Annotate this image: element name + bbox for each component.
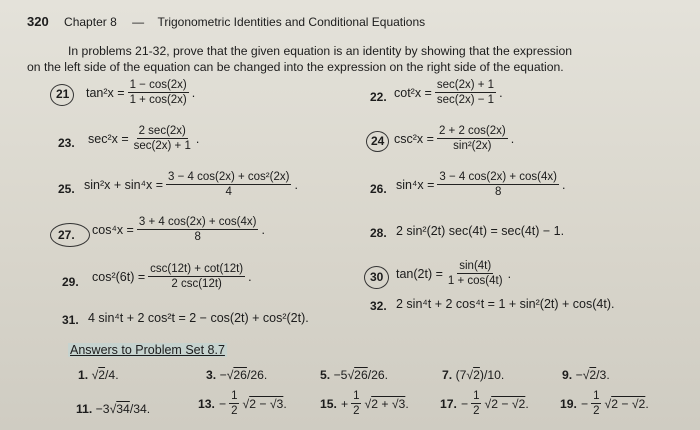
chapter-label: Chapter 8 — [64, 15, 117, 29]
period: . — [499, 85, 503, 100]
period: . — [248, 269, 252, 284]
fraction — [591, 390, 601, 417]
problem-22-lhs: cot²x = — [394, 85, 432, 100]
radicand: 2 + √3 — [371, 396, 406, 411]
answer-5: 5. −5√26/26. — [320, 368, 389, 382]
problem-31-number: 31. — [62, 313, 79, 327]
denominator: sec(2x) + 1 — [133, 140, 191, 152]
answer-11: 11. −3√34/34. — [76, 402, 151, 416]
answer-prefix: −5 — [333, 368, 348, 382]
period: . — [195, 131, 200, 146]
problem-28-number: 28. — [370, 226, 387, 240]
answer-number: 7. — [442, 368, 453, 382]
numerator: csc(12t) + cot(12t) — [150, 263, 244, 275]
problem-21 — [86, 79, 195, 106]
radicand: 2 — [589, 368, 597, 382]
denominator: sec(2x) − 1 — [436, 94, 495, 106]
radicand: 2 − √3 — [249, 396, 284, 411]
fraction — [471, 390, 481, 417]
answer-suffix: /26. — [246, 368, 268, 382]
problem-27 — [92, 216, 265, 243]
answer-suffix: /26. — [367, 368, 389, 382]
answer-prefix: − — [219, 368, 227, 382]
problem-27-number: 27. — [58, 228, 75, 242]
period: . — [507, 266, 512, 281]
fraction — [435, 79, 496, 106]
fraction — [166, 171, 291, 198]
numerator: 1 — [231, 390, 238, 402]
numerator: 3 − 4 cos(2x) + cos(4x) — [439, 171, 557, 183]
answer-suffix: )/10. — [479, 368, 505, 382]
problem-25-number: 25. — [58, 182, 75, 196]
problem-24 — [394, 125, 514, 152]
radicand: 2 − √2 — [491, 396, 526, 411]
answer-number: 19. — [560, 396, 577, 411]
denominator: 2 — [231, 405, 238, 417]
answer-7: 7. (7√2)/10. — [442, 368, 505, 382]
problem-29-lhs: cos²(6t) = — [92, 269, 146, 284]
period: . — [294, 177, 298, 192]
problem-23 — [88, 125, 199, 152]
problem-23-number: 23. — [58, 136, 75, 150]
problem-28: 2 sin²(2t) sec(4t) = sec(4t) − 1. — [396, 224, 565, 238]
denominator: 2 — [593, 405, 600, 417]
answer-15: 15. + $\frac{1}{2}$ √ 2 + √3 . — [320, 390, 409, 417]
answer-number: 13. — [198, 396, 215, 411]
radicand: 2 − √2 — [611, 396, 646, 411]
numerator: sin(4t) — [459, 260, 492, 272]
period: . — [261, 222, 265, 237]
denominator: 2 csc(12t) — [171, 278, 222, 290]
period: . — [191, 85, 196, 100]
radicand: 26 — [354, 368, 368, 382]
denominator: sin²(2x) — [453, 140, 492, 152]
problem-23-lhs: sec²x = — [88, 131, 129, 146]
intro-line-2: on the left side of the equation can be changed into the expression on the right side of the equation. — [27, 60, 564, 74]
denominator: 8 — [494, 186, 502, 198]
problem-29-number: 29. — [62, 275, 79, 289]
denominator: 8 — [194, 231, 201, 243]
numerator: 1 — [593, 390, 600, 402]
numerator: 1 − cos(2x) — [129, 79, 187, 91]
numerator: 1 — [353, 390, 360, 402]
problem-32: 2 sin⁴t + 2 cos⁴t = 1 + sin²(2t) + cos(4t). — [396, 297, 615, 311]
problem-32-number: 32. — [370, 299, 387, 313]
period: . — [510, 131, 515, 146]
answer-number: 3. — [206, 368, 217, 382]
intro-line-1: In problems 21-32, prove that the given equation is an identity by showing that the expression — [68, 44, 573, 58]
answer-number: 11. — [76, 402, 93, 416]
answer-number: 17. — [440, 396, 457, 411]
fraction — [437, 171, 559, 198]
problem-26-number: 26. — [370, 182, 387, 196]
radicand: 2 — [98, 368, 106, 382]
radicand: 2 — [473, 368, 480, 382]
fraction — [229, 390, 239, 417]
fraction — [351, 390, 361, 417]
answer-sign: − — [218, 396, 227, 411]
numerator: 2 + 2 cos(2x) — [438, 125, 506, 137]
answer-sign: − — [580, 396, 589, 411]
answer-suffix: /4. — [105, 368, 119, 382]
problem-22-number: 22. — [370, 90, 387, 104]
answer-prefix: − — [575, 368, 583, 382]
problem-24-lhs: csc²x = — [394, 131, 434, 146]
numerator: sec(2x) + 1 — [436, 79, 495, 91]
problem-22 — [394, 79, 503, 106]
problem-30-number: 30 — [370, 270, 384, 284]
denominator: 2 — [473, 405, 480, 417]
chapter-title: Trigonometric Identities and Conditional Equations — [157, 15, 426, 29]
page-number: 320 — [27, 14, 49, 29]
answer-number: 5. — [320, 368, 331, 382]
fraction — [132, 125, 193, 152]
answer-prefix: (7 — [455, 368, 467, 382]
problem-30-lhs: tan(2t) = — [396, 266, 443, 281]
fraction — [137, 216, 259, 243]
answer-suffix: . — [525, 396, 529, 411]
answers-heading: Answers to Problem Set 8.7 — [70, 343, 225, 357]
answer-19: 19. − $\frac{1}{2}$ √ 2 − √2 . — [560, 390, 649, 417]
answer-number: 15. — [320, 396, 337, 411]
answer-sign: + — [340, 396, 349, 411]
problem-27-lhs: cos⁴x = — [92, 222, 134, 237]
problem-25 — [84, 171, 298, 198]
fraction — [446, 260, 505, 287]
answer-1: 1. √2/4. — [78, 368, 119, 382]
answer-number: 1. — [78, 368, 89, 382]
answer-number: 9. — [562, 368, 573, 382]
answer-suffix: . — [405, 396, 409, 411]
radicand: 34 — [116, 402, 130, 416]
answer-suffix: /3. — [596, 368, 610, 382]
problem-21-number: 21 — [56, 87, 70, 101]
answer-prefix: −3 — [95, 402, 110, 416]
answer-sign: − — [460, 396, 469, 411]
denominator: 2 — [353, 405, 360, 417]
answer-13: 13. − $\frac{1}{2}$ √ 2 − √3 . — [198, 390, 287, 417]
answer-suffix: /34. — [129, 402, 151, 416]
fraction — [128, 79, 189, 106]
problem-31: 4 sin⁴t + 2 cos²t = 2 − cos(2t) + cos²(2t). — [88, 311, 309, 325]
numerator: 1 — [473, 390, 480, 402]
problem-26 — [396, 171, 565, 198]
period: . — [561, 177, 566, 192]
problem-29 — [92, 263, 252, 290]
denominator: 4 — [225, 186, 232, 198]
problem-25-lhs: sin²x + sin⁴x = — [84, 177, 164, 192]
page-header — [27, 14, 425, 29]
header-dash: — — [132, 15, 145, 29]
radicand: 26 — [233, 368, 247, 382]
answer-suffix: . — [283, 396, 287, 411]
numerator: 2 sec(2x) — [138, 125, 186, 137]
problem-24-number: 24 — [371, 134, 385, 148]
numerator: 3 + 4 cos(2x) + cos(4x) — [138, 216, 257, 228]
numerator: 3 − 4 cos(2x) + cos²(2x) — [168, 171, 290, 183]
problem-21-lhs: tan²x = — [86, 85, 125, 100]
answer-suffix: . — [645, 396, 649, 411]
answer-9: 9. −√2/3. — [562, 368, 610, 382]
denominator: 1 + cos(2x) — [129, 94, 187, 106]
problem-30 — [396, 260, 511, 287]
answer-3: 3. −√26/26. — [206, 368, 268, 382]
fraction — [437, 125, 508, 152]
answer-17: 17. − $\frac{1}{2}$ √ 2 − √2 . — [440, 390, 529, 417]
fraction — [148, 263, 245, 290]
denominator: 1 + cos(4t) — [447, 275, 503, 287]
problem-26-lhs: sin⁴x = — [396, 177, 435, 192]
